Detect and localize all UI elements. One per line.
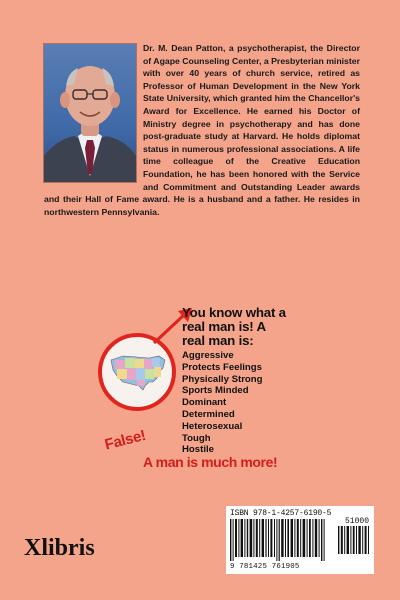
author-photo	[44, 44, 136, 182]
isbn-text: ISBN 978-1-4257-6190-5	[230, 509, 332, 518]
author-bio-text: Dr. M. Dean Patton, a psychotherapist, the Director of Agape Counseling Center, a Presbyterian minister with over 40 years of church service, retired as Professor of Human Development in the New York State University, which granted him the Chancellor's Award for Excellence. He earned his Doctor of Ministry degree in psychotherapy and has done post-graduate study at Harvard. He holds diplomat status in numerous professional associations. A life time colleague of the Creative Education Foundation, he has been honored with the Service and Commitment and Outstanding Leader awards and their Hall of Fame award. He is a husband and a father. He resides in northwestern Pennsylvania.	[44, 43, 360, 217]
barcode-icon	[230, 519, 330, 561]
list-item: Dominant	[182, 397, 227, 409]
headline-line: You know what a	[182, 305, 286, 320]
list-item: Physically Strong	[182, 373, 263, 385]
list-item: Protects Feelings	[182, 361, 262, 373]
barcode-digits: 9 781425 761905	[230, 563, 300, 571]
headline-line: real man is! A	[182, 319, 266, 334]
publisher-logo: Xlibris	[24, 535, 95, 561]
list-item: Sports Minded	[182, 385, 249, 397]
tagline: A man is much more!	[143, 454, 278, 470]
barcode-box	[226, 506, 374, 574]
false-label: False!	[103, 426, 148, 454]
headline-line: real man is:	[182, 333, 254, 348]
trait-list	[182, 350, 322, 456]
list-item: Heterosexual	[182, 420, 243, 432]
list-item: Hostile	[182, 444, 214, 456]
list-item: Tough	[182, 432, 211, 444]
headline	[182, 306, 382, 348]
list-item: Aggressive	[182, 350, 234, 361]
usa-map-icon	[109, 352, 167, 392]
list-item: Determined	[182, 408, 235, 420]
price-barcode-icon	[338, 526, 370, 554]
price-code: 51000	[344, 517, 369, 526]
